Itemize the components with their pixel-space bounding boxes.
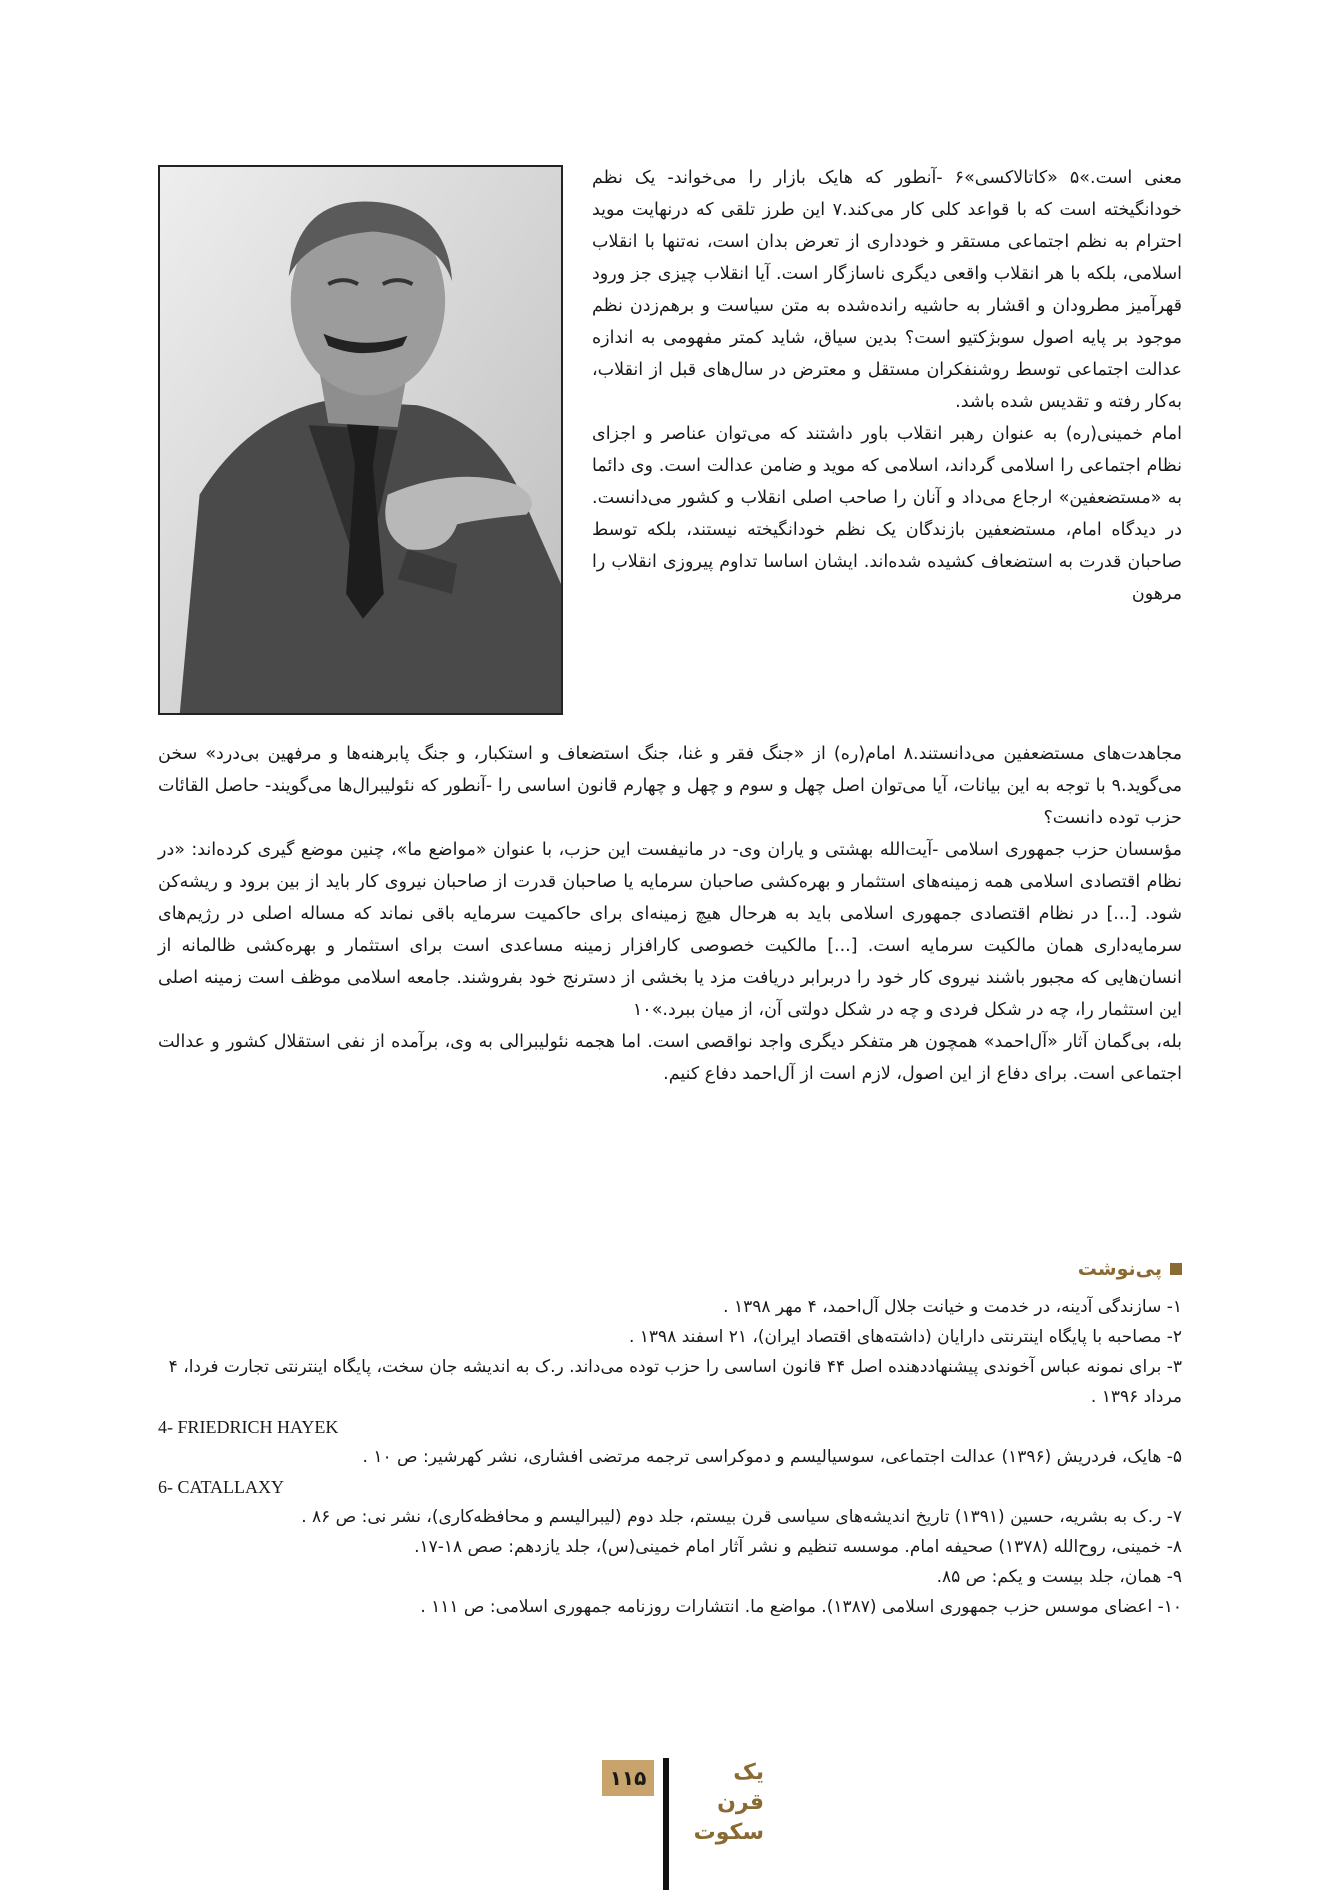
footnote-7: ۷- ر.ک به بشریه، حسین (۱۳۹۱) تاریخ اندیشه‌های سیاسی قرن بیستم، جلد دوم (لیبرالیسم و محافظه‌کاری)، نشر نی: ص ۸۶ . — [301, 1507, 1182, 1527]
body-paragraph-2-start: امام خمینی(ره) به عنوان رهبر انقلاب باور داشتند که می‌توان عناصر و اجزای نظام اجتماعی را اسلامی گرداند، اسلامی که موید و ضامن عدالت است. وی دائما به «مستضعفین» ارجاع می‌داد و آنان را صاحب اصلی انقلاب و کشور می‌دانست. در دیدگاه امام، مستضعفین بازندگان یک نظم خودانگیخته نیستند، بلکه توسط صاحبان قدرت به استضعاف کشیده شده‌اند. ایشان اساسا تداوم پیروزی انقلاب را مرهون — [592, 424, 1182, 604]
portrait-photo — [158, 165, 563, 715]
footnote-6: 6- CATALLAXY — [158, 1477, 285, 1497]
footnote-4: 4- FRIEDRICH HAYEK — [158, 1417, 339, 1437]
body-paragraph-4: بله، بی‌گمان آثار «آل‌احمد» همچون هر متفکر دیگری واجد نواقصی است. اما هجمه نئولیبرالی به وی، برآمده از نفی استقلال کشور و عدالت اجتماعی است. برای دفاع از این اصول، لازم است از آل‌احمد دفاع کنیم. — [158, 1032, 1182, 1084]
footnote-8: ۸- خمینی، روح‌الله (۱۳۷۸) صحیفه امام. موسسه تنظیم و نشر آثار امام خمینی(س)، جلد یازدهم: صص ۱۸-۱۷. — [414, 1537, 1182, 1557]
square-bullet-icon — [1170, 1263, 1182, 1275]
body-paragraph-2-end: مجاهدت‌های مستضعفین می‌دانستند.۸ امام(ره) از «جنگ فقر و غنا، جنگ استضعاف و استکبار، و جنگ پابرهنه‌ها و مرفهین بی‌درد» سخن می‌گوید.۹ با توجه به این بیانات، آیا می‌توان اصل چهل و سوم و چهل و چهارم قانون اساسی را -آنطور که نئولیبرال‌ها می‌گویند- حاصل القائات حزب توده دانست؟ — [158, 744, 1182, 828]
brand-line-2: سکوت — [693, 1820, 764, 1845]
footer-divider — [663, 1758, 669, 1890]
portrait-image — [160, 167, 561, 713]
brand-line-1: یک قرن — [717, 1760, 764, 1815]
footnotes-heading — [1078, 1258, 1182, 1280]
footnote-2: ۲- مصاحبه با پایگاه اینترنتی دارایان (داشته‌های اقتصاد ایران)، ۲۱ اسفند ۱۳۹۸ . — [628, 1327, 1182, 1347]
footnote-10: ۱۰- اعضای موسس حزب جمهوری اسلامی (۱۳۸۷). مواضع ما. انتشارات روزنامه جمهوری اسلامی: ص ۱۱۱ . — [420, 1597, 1182, 1617]
footnote-9: ۹- همان، جلد بیست و یکم: ص ۸۵. — [936, 1567, 1182, 1587]
footnotes-title: پی‌نوشت — [1077, 1258, 1162, 1280]
body-column-bottom — [158, 738, 1182, 1090]
footnote-5: ۵- هایک، فردریش (۱۳۹۶) عدالت اجتماعی، سوسیالیسم و دموکراسی ترجمه مرتضی افشاری، نشر کهرشیر: ص ۱۰ . — [362, 1447, 1182, 1467]
page-number: ۱۱۵ — [602, 1760, 654, 1796]
publication-brand — [684, 1758, 764, 1848]
body-paragraph-3: مؤسسان حزب جمهوری اسلامی -آیت‌الله بهشتی و یاران وی- در مانیفست این حزب، با عنوان «مواضع ما»، چنین موضع گیری کرده‌اند: «در نظام اقتصادی اسلامی همه زمینه‌های استثمار و بهره‌کشی صاحبان سرمایه یا صاحبان قدرت از صاحبان نیروی کار باید از بین برود و ریشه‌کن شود. [...] در نظام اقتصادی جمهوری اسلامی باید به هرحال هیچ زمینه‌ای برای حاکمیت سرمایه باقی نماند که مساله اصلی در رژیم‌های سرمایه‌داری همان مالکیت سرمایه است. [...] مالکیت خصوصی کارافزار زمینه مساعدی است برای استثمار و بهره‌کشی ظالمانه از انسان‌هایی که مجبور باشند نیروی کار خود را دربرابر دریافت مزد یا بخشی از دسترنج خود بفروشند. جامعه اسلامی موظف است زمینه اصلی این استثمار را، چه در شکل فردی و چه در شکل دولتی آن، از میان ببرد.»۱۰ — [158, 840, 1182, 1020]
footnote-3: ۳- برای نمونه عباس آخوندی پیشنهاددهنده اصل ۴۴ قانون اساسی را حزب توده می‌داند. ر.ک به اندیشه جان سخت، پایگاه اینترنتی تجارت فردا، ۴ مرداد ۱۳۹۶ . — [168, 1357, 1182, 1407]
body-paragraph-1: معنی است.»۵ «کاتالاکسی»۶ -آنطور که هایک بازار را می‌خواند- یک نظم خودانگیخته است که با قواعد کلی کار می‌کند.۷ این طرز تلقی که درنهایت موید احترام به نظم اجتماعی مستقر و خودداری از تعرض بدان است، نه‌تنها با انقلاب اسلامی، بلکه با هر انقلاب واقعی دیگری ناسازگار است. آیا انقلاب چیزی جز ورود قهرآمیز مطرودان و اقشار به حاشیه رانده‌شده به متن سیاست و برهم‌زدن نظم موجود بر پایه اصول سوبژکتیو است؟ بدین سیاق، شاید کمتر مفهومی به اندازه عدالت اجتماعی توسط روشنفکران مستقل و معترض در سال‌های قبل از انقلاب، به‌کار رفته و تقدیس شده باشد. — [592, 168, 1182, 412]
footnotes-list — [158, 1292, 1182, 1622]
body-column-top — [592, 162, 1182, 610]
footnote-1: ۱- سازندگی آدینه، در خدمت و خیانت جلال آل‌احمد، ۴ مهر ۱۳۹۸ . — [723, 1297, 1182, 1317]
